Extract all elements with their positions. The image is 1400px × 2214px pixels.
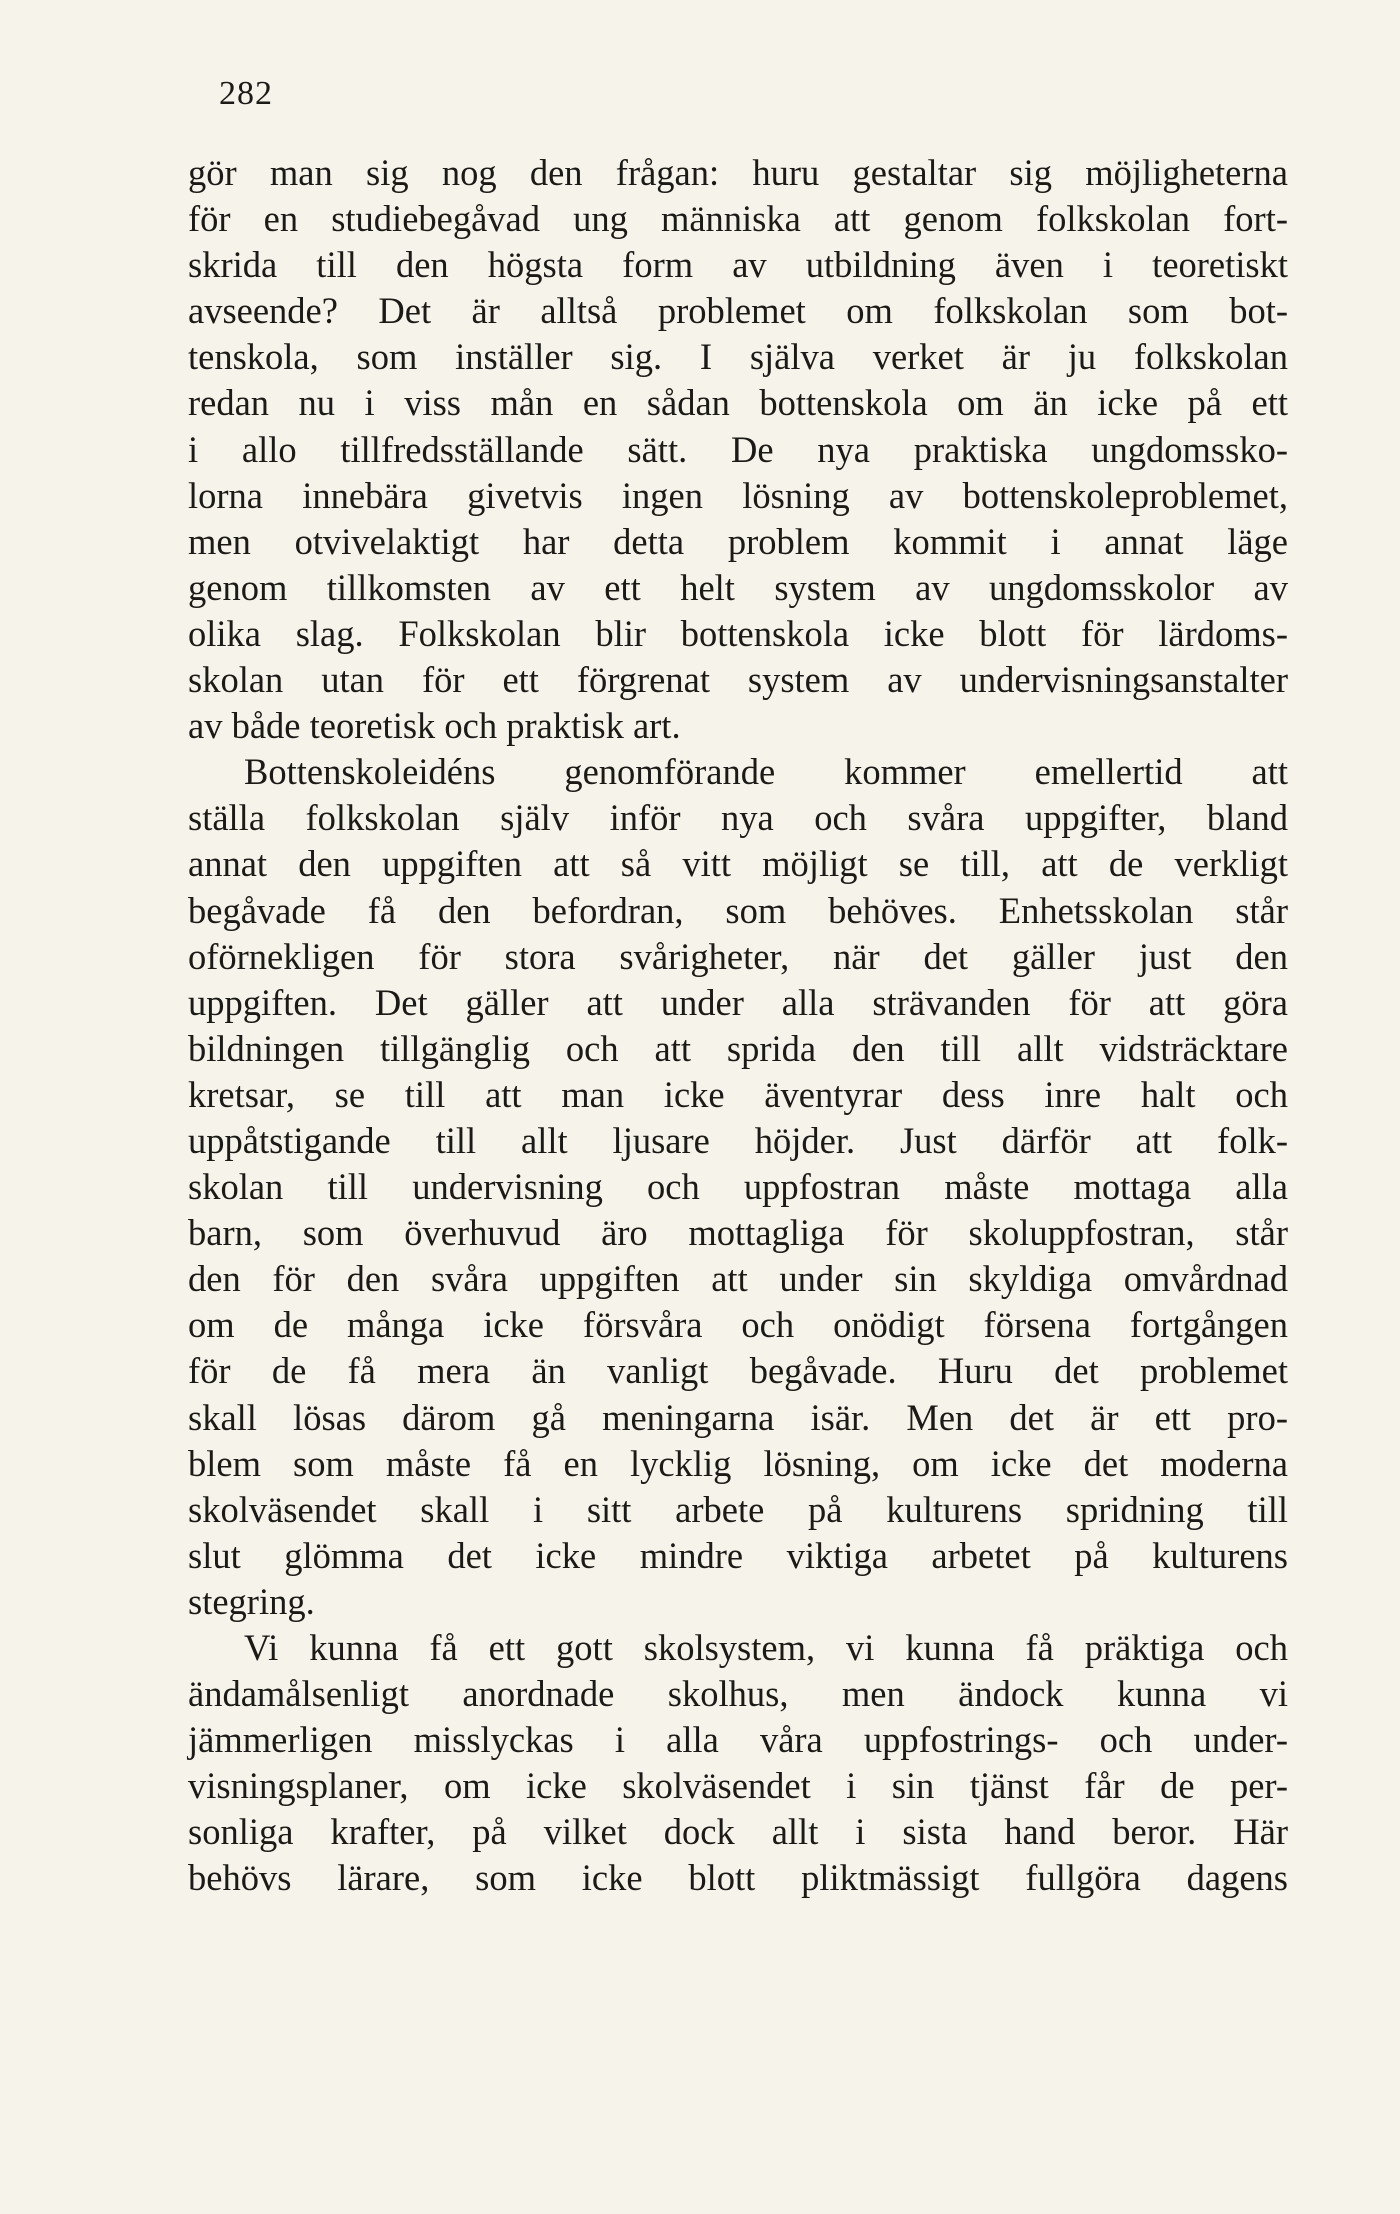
text-line: Vi kunna få ett gott skolsystem, vi kunna få präktiga och bbox=[244, 1627, 1288, 1668]
text-line: blem som måste få en lycklig lösning, om icke det moderna bbox=[188, 1442, 1288, 1484]
text-line: visningsplaner, om icke skolväsendet i sin tjänst får de per- bbox=[188, 1765, 1288, 1807]
text-line: annat den uppgiften att så vitt möjligt se till, att de verkligt bbox=[188, 843, 1288, 885]
text-line: behövs lärare, som icke blott pliktmässigt fullgöra dagens bbox=[188, 1857, 1288, 1899]
text-line: kretsar, se till att man icke äventyrar dess inre halt och bbox=[188, 1073, 1288, 1115]
text-line: genom tillkomsten av ett helt system av ungdomsskolor av bbox=[188, 566, 1288, 608]
text-line: för de få mera än vanligt begåvade. Huru det problemet bbox=[188, 1350, 1288, 1392]
text-line: uppåtstigande till allt ljusare höjder. Just därför att folk- bbox=[188, 1119, 1288, 1161]
text-line: den för den svåra uppgiften att under sin skyldiga omvårdnad bbox=[188, 1258, 1288, 1300]
text-line: om de många icke försvåra och onödigt försena fortgången bbox=[188, 1304, 1288, 1346]
text-line: redan nu i viss mån en sådan bottenskola om än icke på ett bbox=[188, 382, 1288, 424]
text-line: av både teoretisk och praktisk art. bbox=[188, 705, 681, 747]
text-line: barn, som överhuvud äro mottagliga för skoluppfostran, står bbox=[188, 1212, 1288, 1254]
page-number: 282 bbox=[219, 75, 273, 112]
text-line: gör man sig nog den frågan: huru gestaltar sig möjligheterna bbox=[188, 152, 1288, 193]
text-line: olika slag. Folkskolan blir bottenskola icke blott för lärdoms- bbox=[188, 612, 1288, 654]
text-line: skall lösas därom gå meningarna isär. Men det är ett pro- bbox=[188, 1396, 1288, 1438]
text-line: ändamålsenligt anordnade skolhus, men ändock kunna vi bbox=[188, 1673, 1288, 1715]
text-line: ställa folkskolan själv inför nya och svåra uppgifter, bland bbox=[188, 797, 1288, 839]
text-line: skolväsendet skall i sitt arbete på kulturens spridning till bbox=[188, 1488, 1288, 1530]
text-line: Bottenskoleidéns genomförande kommer emellertid att bbox=[244, 751, 1288, 793]
text-line: uppgiften. Det gäller att under alla strävanden för att göra bbox=[188, 981, 1288, 1023]
text-line: för en studiebegåvad ung människa att genom folkskolan fort- bbox=[188, 198, 1288, 240]
text-line: skolan utan för ett förgrenat system av undervisningsanstalter bbox=[188, 659, 1288, 701]
text-line: stegring. bbox=[188, 1580, 315, 1622]
text-line: lorna innebära givetvis ingen lösning av bottenskoleproblemet, bbox=[188, 474, 1288, 516]
text-line: slut glömma det icke mindre viktiga arbetet på kulturens bbox=[188, 1534, 1288, 1576]
text-line: oförnekligen för stora svårigheter, när det gäller just den bbox=[188, 935, 1288, 977]
text-line: skolan till undervisning och uppfostran måste mottaga alla bbox=[188, 1166, 1288, 1208]
text-line: tenskola, som inställer sig. I själva verket är ju folkskolan bbox=[188, 336, 1288, 378]
text-line: men otvivelaktigt har detta problem kommit i annat läge bbox=[188, 520, 1288, 562]
text-line: bildningen tillgänglig och att sprida den till allt vidsträcktare bbox=[188, 1027, 1288, 1069]
text-line: i allo tillfredsställande sätt. De nya praktiska ungdomssko- bbox=[188, 428, 1288, 470]
text-line: begåvade få den befordran, som behöves. Enhetsskolan står bbox=[188, 889, 1288, 931]
text-line: avseende? Det är alltså problemet om folkskolan som bot- bbox=[188, 290, 1288, 332]
text-line: sonliga krafter, på vilket dock allt i sista hand beror. Här bbox=[188, 1811, 1288, 1853]
body-text bbox=[188, 150, 1288, 1902]
text-line: skrida till den högsta form av utbildning även i teoretiskt bbox=[188, 244, 1288, 286]
text-line: jämmerligen misslyckas i alla våra uppfostrings- och under- bbox=[188, 1719, 1288, 1761]
